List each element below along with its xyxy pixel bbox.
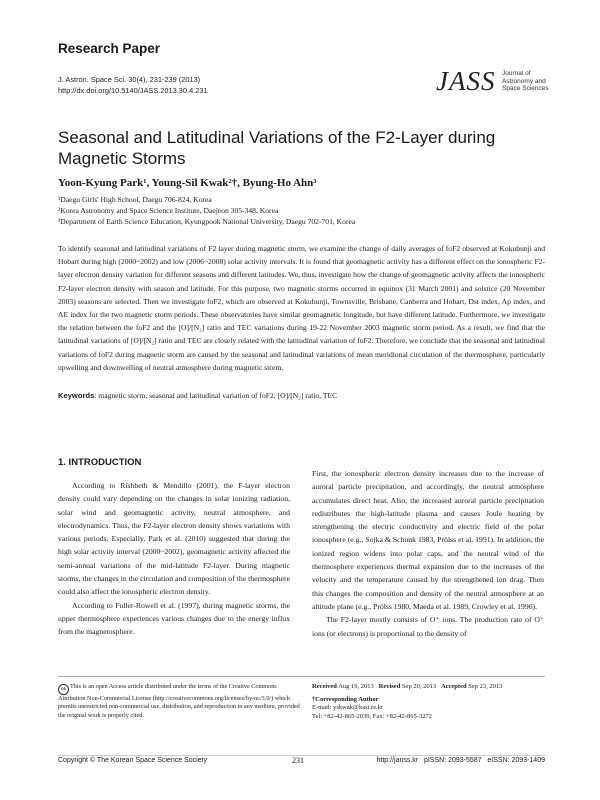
journal-url-issn: http://janss.kr pISSN: 2093-5587 eISSN: 2093-1409 xyxy=(376,757,545,764)
license-text: This is an open Access article distributed under the terms of the Creative Commons Attribution Non-Commercial License (http://creativecommons.org/licenses/by-nc/3.0/) which premits unrestricted non-commercial use, distribution, and reproduction in any medium, provided the original work is properly cited. xyxy=(58,683,300,719)
logo-text: JASS xyxy=(436,66,496,96)
body-paragraph: According to Fuller-Rowell et al. (1997), during magnetic storms, the upper thermosphere experiences various changes due to the energy influx from the magnetosphere. xyxy=(58,600,290,637)
corresponding-author xyxy=(312,696,432,721)
keywords xyxy=(58,391,545,400)
abstract: To identify seasonal and latitudinal variations of F2 layer during magnetic storm, we examine the change of daily averages of foF2 observed at Kokubunji and Hobart during high (2000~2002) and low (2006~2008) solar activity intervals. It is found that geomagnetic activity has a different effect on the ionospheric F2-layer electron density variation for different seasons and different latitudes. We, thus, investigate how the change of geomagnetic activity affects the ionospheric F2-layer electron density with season and latitude. For this purpose, two magnetic storms occurred in equinox (31 March 2001) and solstice (20 November 2003) seasons are selected. Then we investigate foF2, which are observed at Kokubunji, Townsville, Brisbane, Canberra and Hobart, Dst index, Ap index, and AE index for the two magnetic storm periods. These observatories have similar geomagnetic longitude, but have different latitude. Furthermore, we investigate the relation between the foF2 and the [O]/[N₂] ratio and TEC variations during 19-22 November 2003 magnetic storm period. As a result, we find that the latitudinal variations of [O]/[N₂] ratio and TEC are closely related with the latitudinal variation of foF2. Therefore, we conclude that the seasonal and latitudinal variations of foF2 during magnetic storm are caused by the seasonal and latitudinal variations of mean meridional circulation of the thermosphere, particularly upwelling and downwelling of neutral atmosphere during magnetic storm. xyxy=(58,244,545,372)
corresponding-author-label: †Corresponding Author xyxy=(312,696,379,703)
keywords-label: Keywords xyxy=(58,391,95,400)
journal-citation: J. Astron. Space Sci. 30(4), 231-239 (2013) xyxy=(58,75,201,84)
received-label: Received xyxy=(312,683,337,690)
page-number: 231 xyxy=(292,756,304,765)
body-paragraph: According to Rishbeth & Mendillo (2001), the F-layer electron density could vary depending on the changes in solar ionizing radiation, solar wind and geomagnetic activity, neutral atmosphere, and electrodynamics. Thus, the F2-layer electron density shows variations with various periods. Especially, Park et al. (2010) suggested that during the high solar activity interval (2000~2002), geomagnetic activity affected the semi-annual variations of the mid-latitude F2-layer. During magnetic storms, the changes in the circulation and composition of the thermosphere could also affect the ionospheric electron density. xyxy=(58,481,290,597)
accepted-date: Sep 23, 2013 xyxy=(468,683,503,690)
license-notice xyxy=(58,683,300,720)
copyright-notice: Copyright © The Korean Space Science Society xyxy=(58,757,207,764)
body-column-right xyxy=(312,467,544,640)
affiliation: ²Korea Astronomy and Space Science Institute, Daejeon 305-348, Korea xyxy=(58,206,279,215)
logo-sub-line: Journal of xyxy=(502,70,531,77)
revised-date: Sep 20, 2013 xyxy=(401,683,437,690)
received-date: Aug 19, 2013 xyxy=(338,683,374,690)
journal-logo xyxy=(436,60,556,100)
footnote-divider xyxy=(58,676,545,677)
accepted-label: Accepted xyxy=(440,683,467,690)
article-dates xyxy=(312,683,502,690)
section-heading: 1. INTRODUCTION xyxy=(58,457,142,468)
body-paragraph: First, the ionospheric electron density increases due to the increase of auroral particle precipitation, and accordingly, the neutral atmosphere accumulates direct heat. Also, the increased auroral particle precipitation redistributes the high-latitude plasma and causes Joule heating by strengthening the electric conductivity and electric field of the polar ionosphere (e.g., Sojka & Schunk 1983, Prölss et al. 1991). In addition, the ionized region widens into polar caps, and the neutral wind of the thermosphere experiences thermal expansion due to the increases of the velocity and the temperature caused by the strengthened ion drag. Then this changes the composition and density of the neutral atmosphere at an altitude plane (e.g., Prölss 1980, Maeda et al. 1989, Crowley et al. 1996). xyxy=(312,469,544,611)
affiliation: ³Department of Earth Science Education, Kyungpook National University, Daegu 702-701, Korea xyxy=(58,217,356,226)
logo-sub-line: Space Sciences xyxy=(502,85,549,93)
corresponding-phone: Tel: +82-42-865-2039, Fax: +82-42-865-3272 xyxy=(312,712,432,720)
revised-label: Revised xyxy=(378,683,401,690)
author-list: Yoon-Kyung Park¹, Young-Sil Kwak²†, Byung-Ho Ahn³ xyxy=(58,177,317,189)
article-type-label: Research Paper xyxy=(58,41,161,56)
paper-title: Seasonal and Latitudinal Variations of the F2-Layer during Magnetic Storms xyxy=(58,128,496,168)
affiliation: ¹Daegu Girls' High School, Daegu 706-824, Korea xyxy=(58,195,212,204)
keywords-text: : magnetic storm, seasonal and latitudinal variation of foF2, [O]/[N₂] ratio, TEC xyxy=(94,391,338,400)
body-column-left xyxy=(58,479,290,639)
body-paragraph: The F2-layer mostly consists of O⁺ ions. The production rate of O⁺ ions (or electrons) is proportional to the density of xyxy=(312,615,544,638)
logo-subtitle xyxy=(502,70,549,93)
corresponding-email[interactable]: E-mail: yskwak@kasi.re.kr xyxy=(312,704,384,712)
creative-commons-icon: cc xyxy=(58,684,69,695)
doi-link[interactable]: http://dx.doi.org/10.5140/JASS.2013.30.4.231 xyxy=(58,86,208,95)
logo-sub-line: Astronomy and xyxy=(502,77,546,85)
